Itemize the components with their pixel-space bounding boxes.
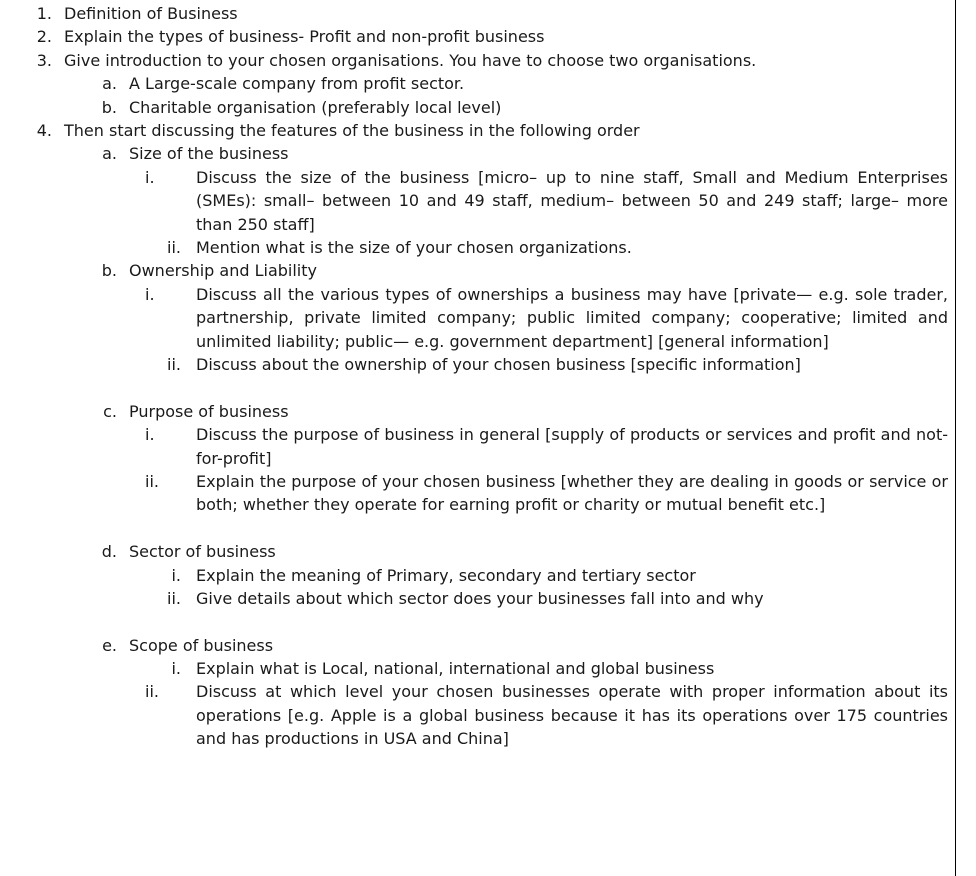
list-item-4c <box>0 400 976 423</box>
list-letter: a. <box>102 144 117 164</box>
list-roman: ii. <box>145 471 159 491</box>
list-item-1 <box>0 2 976 25</box>
list-item-text: Explain what is Local, national, international and global business <box>196 659 715 679</box>
list-item-text: Discuss about the ownership of your chosen business [specific information] <box>196 354 801 374</box>
list-item-text: Explain the types of business- Profit and non-profit business <box>64 27 545 47</box>
list-item-text: Scope of business <box>129 635 274 655</box>
list-item-2 <box>0 25 976 48</box>
list-roman: ii. <box>167 354 181 374</box>
list-roman: i. <box>145 284 155 304</box>
list-item-4d-i <box>0 564 976 587</box>
list-item-text: A Large-scale company from profit sector. <box>129 74 465 94</box>
list-item-text: Discuss all the various types of ownerships a business may have [private— e.g. sole trader, partnership, private limited company; public limited company; cooperative; limited and unlimited liability; public— e.g. government department] [general information] <box>196 284 948 351</box>
list-item-text: Discuss the size of the business [micro– up to nine staff, Small and Medium Enterprises (SMEs): small– between 10 and 49 staff, medium– between 50 and 249 staff; large– more than 250 staff] <box>196 167 948 234</box>
list-item-3b <box>0 96 976 119</box>
list-item-4b-i <box>145 283 948 353</box>
list-item-text: Charitable organisation (preferably local level) <box>129 97 502 117</box>
list-letter: a. <box>102 74 117 94</box>
list-item-4e-ii <box>145 680 948 750</box>
list-item-3a <box>0 72 976 95</box>
list-roman: i. <box>145 425 155 445</box>
list-item-text: Discuss at which level your chosen businesses operate with proper information about its operations [e.g. Apple is a global business because it has its operations over 175 countries and has productions in USA and China] <box>196 682 948 749</box>
list-number: 4. <box>36 120 52 140</box>
list-roman: i. <box>171 659 181 679</box>
list-roman: ii. <box>167 237 181 257</box>
list-item-4c-i <box>145 423 948 470</box>
list-roman: i. <box>171 565 181 585</box>
blank-line <box>0 517 976 540</box>
list-item-text: Mention what is the size of your chosen organizations. <box>196 237 632 257</box>
list-item-4d <box>0 540 976 563</box>
list-letter: e. <box>102 635 117 655</box>
list-item-4b-ii <box>0 353 976 376</box>
list-letter: b. <box>101 97 117 117</box>
list-item-4d-ii <box>0 587 976 610</box>
list-item-text: Then start discussing the features of the business in the following order <box>64 120 640 140</box>
list-roman: ii. <box>145 682 159 702</box>
list-item-text: Give details about which sector does your businesses fall into and why <box>196 588 764 608</box>
assignment-outline <box>0 2 976 751</box>
list-roman: ii. <box>167 588 181 608</box>
list-item-4e <box>0 634 976 657</box>
blank-line <box>0 610 976 633</box>
list-item-text: Ownership and Liability <box>129 261 317 281</box>
list-roman: i. <box>145 167 155 187</box>
list-item-4e-i <box>0 657 976 680</box>
list-item-text: Definition of Business <box>64 4 238 23</box>
list-letter: c. <box>103 401 117 421</box>
blank-line <box>0 376 976 399</box>
list-number: 3. <box>36 50 52 70</box>
list-item-text: Size of the business <box>129 144 289 164</box>
list-letter: d. <box>101 542 117 562</box>
list-item-text: Explain the purpose of your chosen business [whether they are dealing in goods or service or both; whether they operate for earning profit or charity or mutual benefit etc.] <box>196 471 948 515</box>
list-item-text: Discuss the purpose of business in general [supply of products or services and profit and not-for-profit] <box>196 425 948 468</box>
list-number: 1. <box>36 4 52 23</box>
list-item-4b <box>0 259 976 282</box>
list-item-text: Sector of business <box>129 542 276 562</box>
list-item-4a <box>0 142 976 165</box>
list-item-4c-ii <box>145 470 948 517</box>
list-item-4a-ii <box>0 236 976 259</box>
list-item-text: Explain the meaning of Primary, secondary and tertiary sector <box>196 565 696 585</box>
list-number: 2. <box>36 27 52 47</box>
list-item-text: Give introduction to your chosen organisations. You have to choose two organisations. <box>64 50 757 70</box>
list-item-4a-i <box>145 166 948 236</box>
list-item-text: Purpose of business <box>129 401 289 421</box>
list-letter: b. <box>101 261 117 281</box>
list-item-4 <box>0 119 976 142</box>
list-item-3 <box>0 49 976 72</box>
